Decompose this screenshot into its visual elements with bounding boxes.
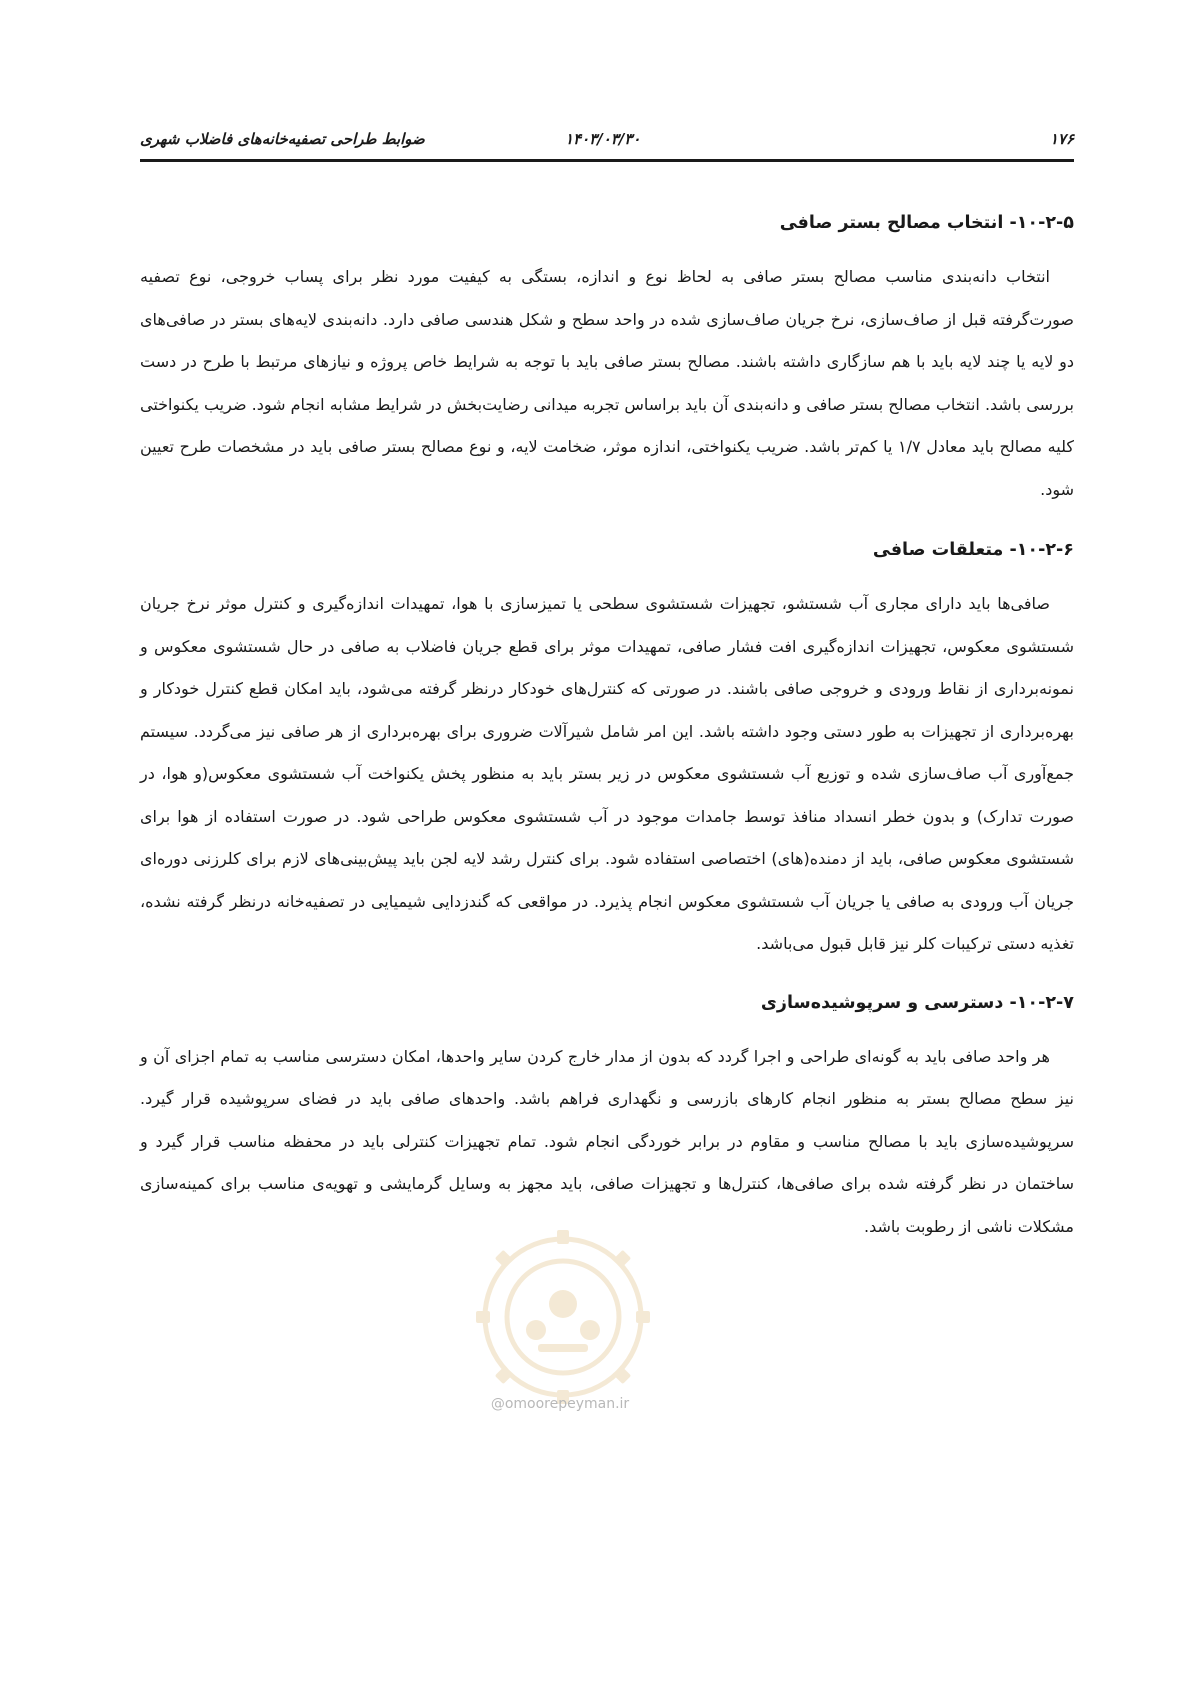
page-header xyxy=(140,128,1074,158)
watermark-text: @omoorepeyman.ir xyxy=(490,1396,630,1412)
section-access-and-enclosure xyxy=(140,988,1074,1249)
section-title: ۱۰-۲-۵- انتخاب مصالح بستر صافی xyxy=(779,213,1074,233)
section-paragraph: صافی‌ها باید دارای مجاری آب شستشو، تجهیزات شستشوی سطحی یا تمیزسازی با هوا، تمهیدات اندازه‌گیری و کنترل موثر نرخ جریان شستشوی معکوس، تجهیزات اندازه‌گیری افت فشار صافی، تمهیدات موثر برای قطع جریان فاضلاب به صافی در حال شستشوی معکوس و نمونه‌برداری از نقاط ورودی و خروجی صافی باشند. در صورتی که کنترل‌های خودکار درنظر گرفته می‌شود، باید امکان قطع کنترل خودکار و بهره‌برداری از تجهیزات به طور دستی وجود داشته باشد. این امر شامل شیرآلات ضروری برای بهره‌برداری از هر صافی نیز می‌گردد. سیستم جمع‌آوری آب صاف‌سازی شده و توزیع آب شستشوی معکوس در زیر بستر باید به منظور پخش یکنواخت آب شستشوی معکوس(و هوا، در صورت تدارک) و بدون خطر انسداد منافذ توسط جامدات موجود در آب شستشوی معکوس طراحی شود. در صورت استفاده از هوا برای شستشوی معکوس صافی، باید از دمنده(های) اختصاصی استفاده شود. برای کنترل رشد لایه لجن باید پیش‌بینی‌های لازم برای کلرزنی دوره‌ای جریان آب ورودی به صافی یا جریان آب شستشوی معکوس انجام پذیرد. در مواقعی که گندزدایی شیمیایی در تصفیه‌خانه درنظر گرفته نشده، تغذیه دستی ترکیبات کلر نیز قابل قبول می‌باشد. xyxy=(140,594,1074,953)
page-content xyxy=(140,208,1074,1248)
section-title: ۱۰-۲-۷- دسترسی و سرپوشیده‌سازی xyxy=(760,992,1074,1013)
header-title: ضوابط طراحی تصفیه‌خانه‌های فاضلاب شهری xyxy=(140,130,425,148)
header-date: ۱۴۰۳/۰۳/۳۰ xyxy=(565,130,641,148)
watermark-seal xyxy=(468,1222,658,1412)
header-rule xyxy=(140,159,1074,162)
section-filter-media-selection xyxy=(140,208,1074,511)
document-page xyxy=(140,0,1074,1684)
section-paragraph: هر واحد صافی باید به گونه‌ای طراحی و اجرا گردد که بدون از مدار خارج کردن سایر واحدها، امکان دسترسی مناسب به تمام اجزای آن و نیز سطح مصالح بستر به منظور انجام کارهای بازرسی و نگهداری فراهم باشد. واحدهای صافی باید در فضای سرپوشیده قرار گیرد. سرپوشیده‌سازی باید با مصالح مناسب و مقاوم در برابر خوردگی انجام شود. تمام تجهیزات کنترلی باید در محفظه مناسب قرار گیرد و ساختمان در نظر گرفته شده برای صافی‌ها، کنترل‌ها و تجهیزات صافی، باید مجهز به وسایل گرمایشی و تهویه‌ی مناسب برای کمینه‌سازی مشکلات ناشی از رطوبت باشد. xyxy=(140,1046,1074,1236)
header-page-number: ۱۷۶ xyxy=(1049,130,1074,148)
section-filter-appurtenances xyxy=(140,535,1074,966)
section-title: ۱۰-۲-۶- متعلقات صافی xyxy=(872,540,1074,560)
section-paragraph: انتخاب دانه‌بندی مناسب مصالح بستر صافی به لحاظ نوع و اندازه، بستگی به کیفیت مورد نظر برای پساب خروجی، نوع تصفیه صورت‌گرفته قبل از صاف‌سازی، نرخ جریان صاف‌سازی شده در واحد سطح و شکل هندسی صافی دارد. دانه‌بندی لایه‌های بستر در صافی‌های دو لایه یا چند لایه باید با هم سازگاری داشته باشند. مصالح بستر صافی باید با توجه به شرایط خاص پروژه و نیازهای مرتبط با طرح در دست بررسی باشد. انتخاب مصالح بستر صافی و دانه‌بندی آن باید براساس تجربه میدانی رضایت‌بخش در شرایط مشابه انجام شود. ضریب یکنواختی کلیه مصالح باید معادل ۱/۷ یا کم‌تر باشد. ضریب یکنواختی، اندازه موثر، ضخامت لایه، و نوع مصالح بستر صافی باید در مشخصات طرح تعیین شود. xyxy=(140,267,1074,499)
gear-seal-icon xyxy=(468,1222,658,1412)
